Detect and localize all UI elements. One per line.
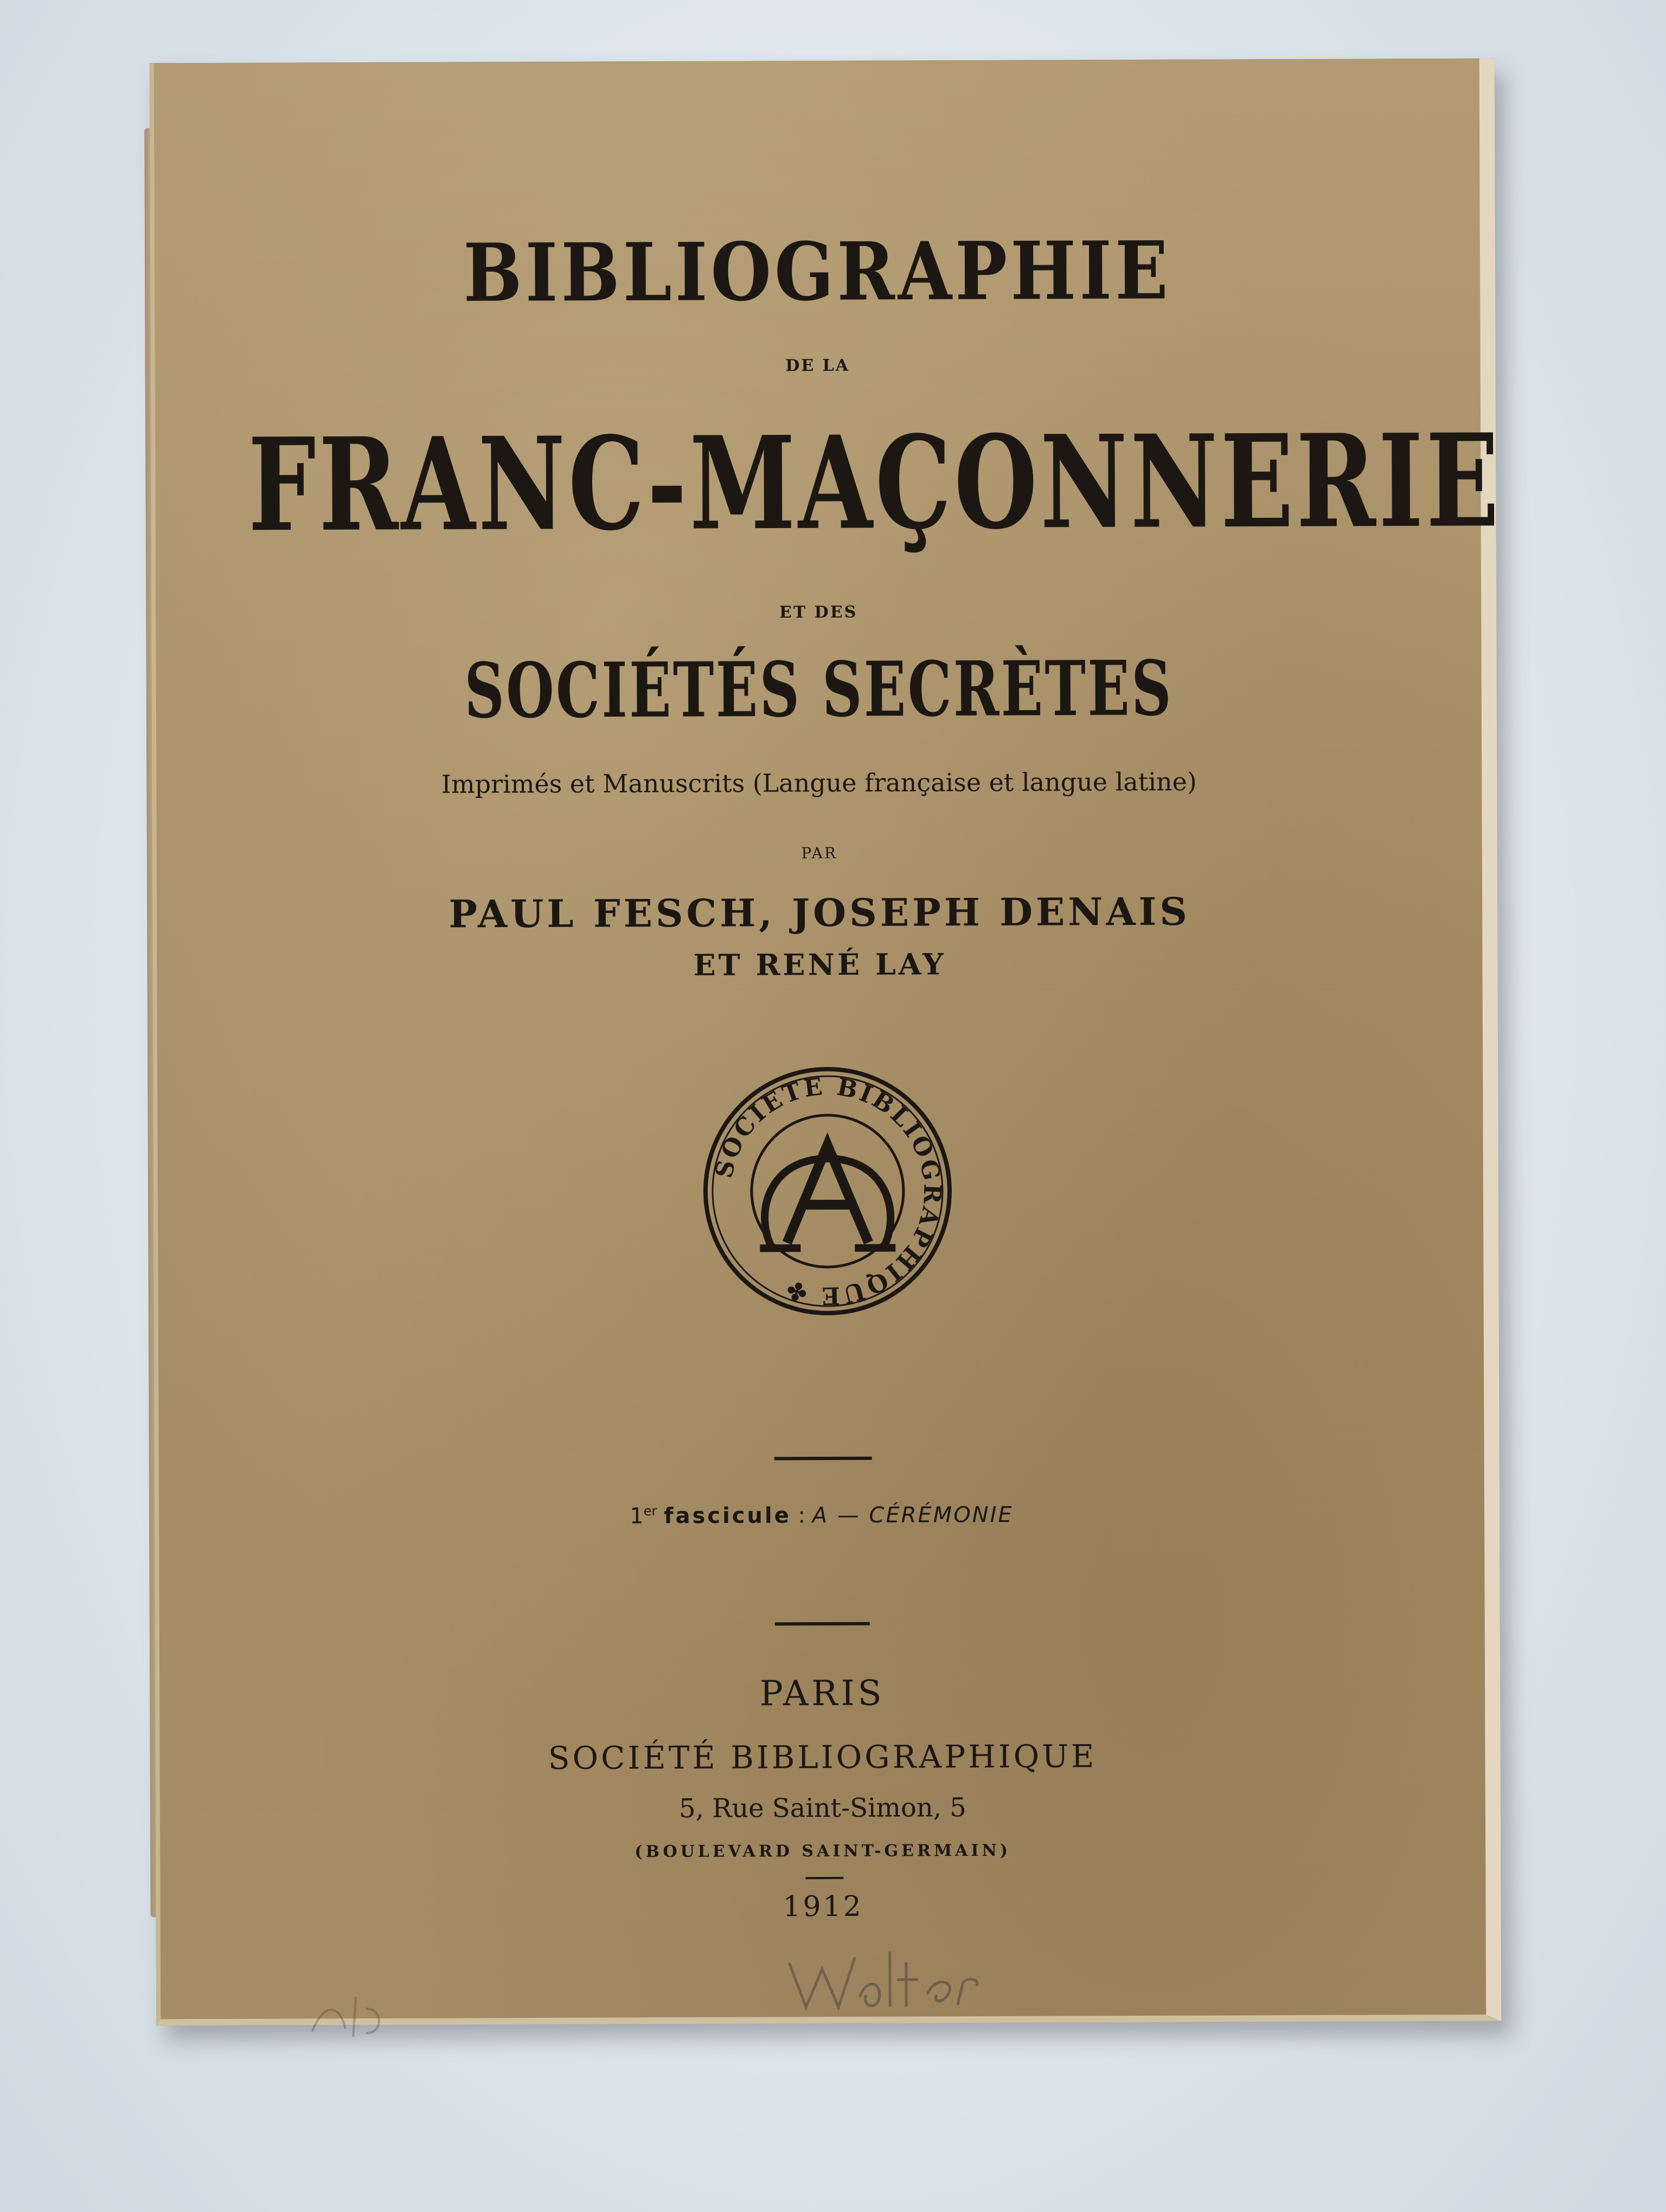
fascicle-line	[159, 1501, 1484, 1531]
authors-line-1: PAUL FESCH, JOSEPH DENAIS	[448, 889, 1191, 937]
title-line-1: BIBLIOGRAPHIE	[463, 224, 1171, 320]
svg-text:SOCIETE BIBLIOGRAPHIQUE ✤: SOCIETE BIBLIOGRAPHIQUE ✤	[710, 1072, 946, 1310]
book-cover	[150, 59, 1502, 2026]
authors-line-2: ET RENÉ LAY	[693, 947, 946, 982]
publisher-seal-icon	[700, 1063, 956, 1319]
publication-year: 1912	[783, 1890, 863, 1924]
publication-city: PARIS	[759, 1673, 885, 1714]
fascicle-word: fascicule	[664, 1503, 791, 1529]
fascicle-superscript: er	[643, 1503, 657, 1519]
title-connector-2: ET DES	[779, 602, 858, 622]
divider-top	[774, 1457, 872, 1461]
title-line-2: FRANC-MAÇONNERIE	[248, 406, 1502, 561]
handwritten-signature	[784, 1941, 1013, 2023]
publisher-address: 5, Rue Saint-Simon, 5	[678, 1792, 966, 1824]
title-line-3: SOCIÉTÉS SECRÈTES	[464, 644, 1174, 735]
cover-content	[154, 59, 1502, 2020]
subtitle: Imprimés et Manuscrits (Langue française et langue latine)	[441, 767, 1197, 799]
divider-bottom	[775, 1622, 870, 1626]
fascicle-separator: :	[791, 1503, 812, 1528]
publisher-name: SOCIÉTÉ BIBLIOGRAPHIQUE	[548, 1738, 1097, 1777]
fascicle-number: 1	[630, 1503, 644, 1529]
publisher-address-note: (BOULEVARD SAINT-GERMAIN)	[635, 1841, 1011, 1862]
by-label: PAR	[801, 844, 838, 863]
year-divider	[805, 1877, 843, 1879]
book	[150, 59, 1502, 2026]
title-connector-1: DE LA	[785, 356, 850, 376]
fascicle-topic: A — CÉRÉMONIE	[812, 1502, 1014, 1528]
pencil-marks	[302, 1982, 399, 2047]
